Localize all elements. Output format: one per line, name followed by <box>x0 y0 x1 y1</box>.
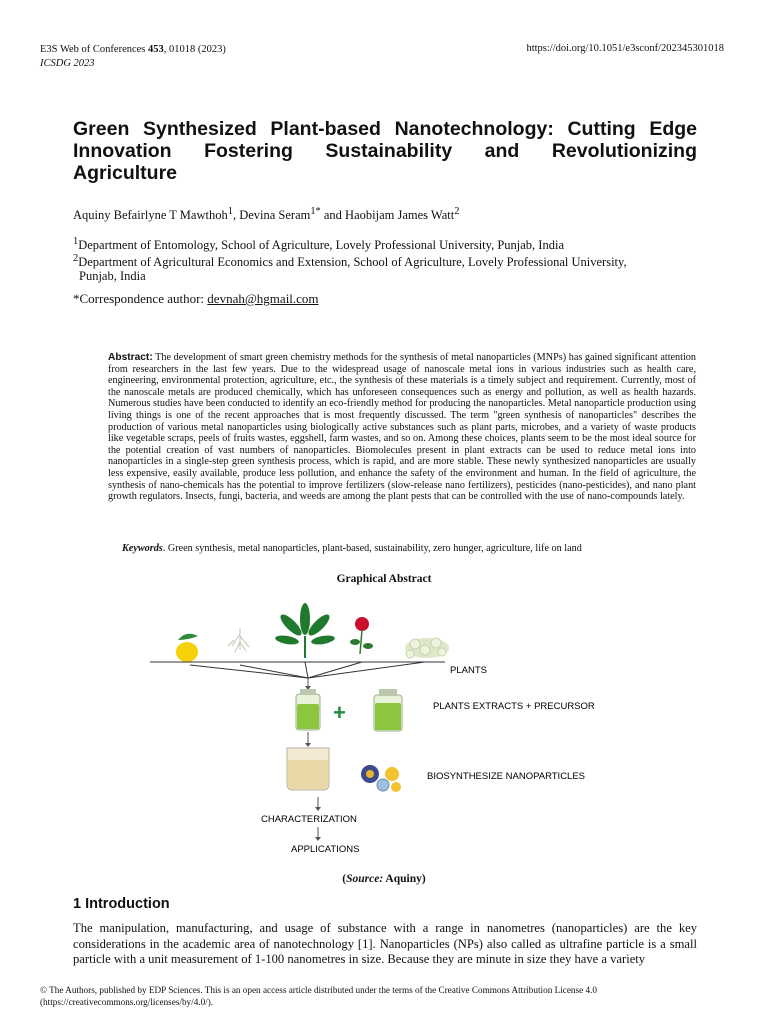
plus-sign: + <box>333 700 346 725</box>
label-extracts: PLANTS EXTRACTS + PRECURSOR <box>433 701 595 712</box>
affiliation-marker: 2 <box>454 206 460 217</box>
flower-cluster-icon <box>405 638 449 658</box>
keywords <box>122 543 697 554</box>
graphical-abstract-figure <box>150 596 630 871</box>
conference-name: ICSDG 2023 <box>40 58 95 69</box>
author-name: Aquiny Befairlyne T Mawthoh <box>73 208 228 223</box>
keywords-label: Keywords <box>122 543 163 554</box>
doi-link[interactable]: https://doi.org/10.1051/e3sconf/202345301018 <box>526 43 724 54</box>
email-link[interactable]: devnah@hgmail.com <box>207 291 319 306</box>
label-applications: APPLICATIONS <box>291 844 360 855</box>
running-header <box>40 43 226 71</box>
affiliation-marker: 1 <box>73 236 79 247</box>
source-name: Aquiny) <box>383 873 426 885</box>
label-plants: PLANTS <box>450 665 487 676</box>
article-info: , 01018 (2023) <box>163 44 226 55</box>
keywords-text: . Green synthesis, metal nanoparticles, plant-based, sustainability, zero hunger, agriculture, life on land <box>162 543 582 554</box>
affiliations <box>73 235 627 283</box>
leaf-icon <box>274 603 335 658</box>
intro-paragraph: The manipulation, manufacturing, and usage of substance with a range in nanometres (nanoparticles) are the key considerations in the academic area of nanotechnology [1]. Nanoparticles (NPs) also called as ultrafine particle is a small particle with a unit measurement of 1-100 nanometres in size. Because they are minute in size they have a variety <box>73 921 697 967</box>
beaker-icon <box>287 748 329 790</box>
affiliation-marker: 1 <box>227 206 233 217</box>
correspondence <box>73 291 319 307</box>
label-characterization: CHARACTERIZATION <box>261 814 357 825</box>
section-heading: 1 Introduction <box>73 896 170 912</box>
affiliation-2: Department of Agricultural Economics and Extension, School of Agriculture, Lovely Professional University, <box>78 255 627 270</box>
abstract-text: The development of smart green chemistry methods for the synthesis of metal nanoparticles (MNPs) has gained significant attention from researchers in the last few years. Due to the widespread usage of nanoscale metal ions in various industries such as health care, engineering, environmental protection, agriculture, etc., the synthesis of these materials is a timely subject and requirement. Currently, most of the nanoscale metals are produced chemically, which has unforeseen consequences such as energy and pollution, as well as health hazards. Numerous studies have been conducted to identify an eco-friendly method for producing the nanoparticles. Metal nanoparticle production using living things is one of the recent approaches that is most frequently discussed. The term "green synthesis of nanoparticles" describes the production of various metal nanoparticles using biologically active substances such as plant parts, microbes, and a variety of waste products like vegetable scraps, peels of fruits wastes, eggshell, farm wastes, and so on. Among these choices, plants seem to be the most ideal source for the potential creation of vast numbers of nanoparticles. Biomolecules present in plant extracts can be used to reduce metal ions into nanoparticles in a single-step green synthesis process, which is rapid, and are more stable. These newly synthesized nanoparticles are usually less expensive, easily available, produce less pollution, and enhance the safety of the environment and human. In the field of agriculture, the synthesis of nano-chemicals has the potential to improve fertilizers (slow-release nano fertilizers), pesticides (nano-pesticides), and nano plant growth regulators. Insects, fungi, bacteria, and weeds are among the plant pests that can be controlled with the use of nano-compounds lately. <box>108 352 696 503</box>
precursor-tube-icon <box>374 689 402 731</box>
license-footer <box>40 985 730 1008</box>
affiliation-marker: 1* <box>310 206 321 217</box>
paper-title: Green Synthesized Plant-based Nanotechnology: Cutting Edge Innovation Fostering Sustainability and Revolutionizing Agriculture <box>73 118 697 184</box>
rose-icon <box>350 617 373 654</box>
abstract <box>108 352 696 503</box>
figure-source <box>0 873 768 885</box>
abstract-label: Abstract: <box>108 352 153 363</box>
affiliation-marker: 2 <box>73 253 79 265</box>
author-list <box>73 206 459 223</box>
root-icon <box>228 628 249 652</box>
affiliation-2-cont: Punjab, India <box>79 269 146 284</box>
license-line: © The Authors, published by EDP Sciences. This is an open access article distributed under the terms of the Creative Commons Attribution License 4.0 <box>40 985 597 995</box>
extract-tube-icon <box>296 689 320 730</box>
journal-name: E3S Web of Conferences <box>40 44 146 55</box>
lemon-icon <box>176 634 198 662</box>
correspondence-label: *Correspondence author: <box>73 291 208 306</box>
author-name: and Haobijam James Watt <box>320 208 455 223</box>
plants-connector <box>150 662 445 678</box>
label-biosynth: BIOSYNTHESIZE NANOPARTICLES <box>427 771 586 782</box>
volume-number: 453 <box>148 44 164 55</box>
affiliation-1: Department of Entomology, School of Agriculture, Lovely Professional University, Punjab, India <box>78 238 564 253</box>
nanoparticle-icon <box>361 765 401 792</box>
graphical-abstract-title: Graphical Abstract <box>336 573 432 585</box>
license-url[interactable]: (https://creativecommons.org/licenses/by/4.0/). <box>40 996 214 1007</box>
source-paren: ( <box>342 873 347 885</box>
source-label: Source: <box>346 873 384 885</box>
author-name: , Devina Seram <box>232 208 311 223</box>
